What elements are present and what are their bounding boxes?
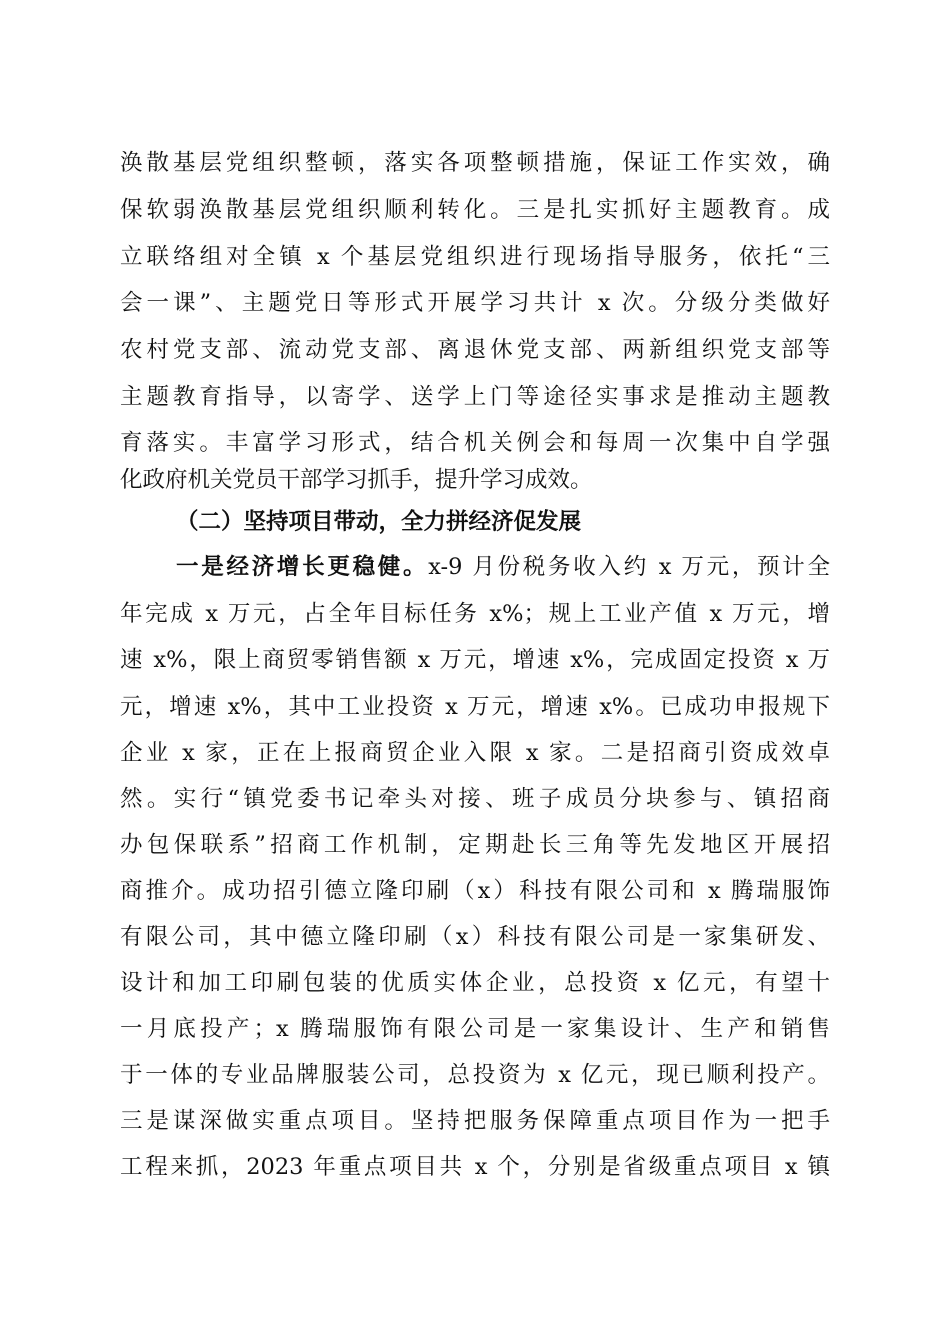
body-text-line: 速 x%，限上商贸零销售额 x 万元，增速 x%，完成固定投资 x 万 xyxy=(120,647,830,673)
paragraph-lead: 一是经济增长更稳健。 xyxy=(176,554,429,580)
body-text-line: 于一体的专业品牌服装公司，总投资为 x 亿元，现已顺利投产。 xyxy=(120,1062,830,1088)
paragraph-first-line xyxy=(176,550,830,584)
body-text-line: 涣散基层党组织整顿，落实各项整顿措施，保证工作实效，确 xyxy=(120,150,830,176)
body-text-line: 设计和加工印刷包装的优质实体企业，总投资 x 亿元，有望十 xyxy=(120,970,830,996)
body-text-line: 化政府机关党员干部学习抓手，提升学习成效。 xyxy=(120,467,593,493)
body-text-line: 然。实行“镇党委书记牵头对接、班子成员分块参与、镇招商 xyxy=(120,786,830,812)
body-text-line: 一月底投产；x 腾瑞服饰有限公司是一家集设计、生产和销售 xyxy=(120,1016,830,1042)
body-text-line: 年完成 x 万元，占全年目标任务 x%；规上工业产值 x 万元，增 xyxy=(120,601,830,627)
paragraph-first-line-text: x-9 月份税务收入约 x 万元，预计全 xyxy=(428,554,830,580)
body-text-line: 元，增速 x%，其中工业投资 x 万元，增速 x%。已成功申报规下 xyxy=(120,694,830,720)
body-text-line: 商推介。成功招引德立隆印刷（x）科技有限公司和 x 腾瑞服饰 xyxy=(120,878,830,904)
body-text-line: 保软弱涣散基层党组织顺利转化。三是扎实抓好主题教育。成 xyxy=(120,197,830,223)
body-text-line: 企业 x 家，正在上报商贸企业入限 x 家。二是招商引资成效卓 xyxy=(120,740,830,766)
body-text-line: 三是谋深做实重点项目。坚持把服务保障重点项目作为一把手 xyxy=(120,1108,830,1134)
body-text-line: 育落实。丰富学习形式，结合机关例会和每周一次集中自学强 xyxy=(120,430,830,456)
body-text-line: 农村党支部、流动党支部、离退休党支部、两新组织党支部等 xyxy=(120,337,830,363)
body-text-line: 办包保联系”招商工作机制，定期赴长三角等先发地区开展招 xyxy=(120,832,830,858)
body-text-line: 有限公司，其中德立隆印刷（x）科技有限公司是一家集研发、 xyxy=(120,924,830,950)
body-text-line: 会一课”、主题党日等形式开展学习共计 x 次。分级分类做好 xyxy=(120,290,830,316)
section-heading: （二）坚持项目带动，全力拼经济促发展 xyxy=(176,509,582,535)
body-text-line: 工程来抓，2023 年重点项目共 x 个，分别是省级重点项目 x 镇 xyxy=(120,1154,830,1180)
body-text-line: 主题教育指导，以寄学、送学上门等途径实事求是推动主题教 xyxy=(120,384,830,410)
body-text-line: 立联络组对全镇 x 个基层党组织进行现场指导服务，依托“三 xyxy=(120,244,830,270)
